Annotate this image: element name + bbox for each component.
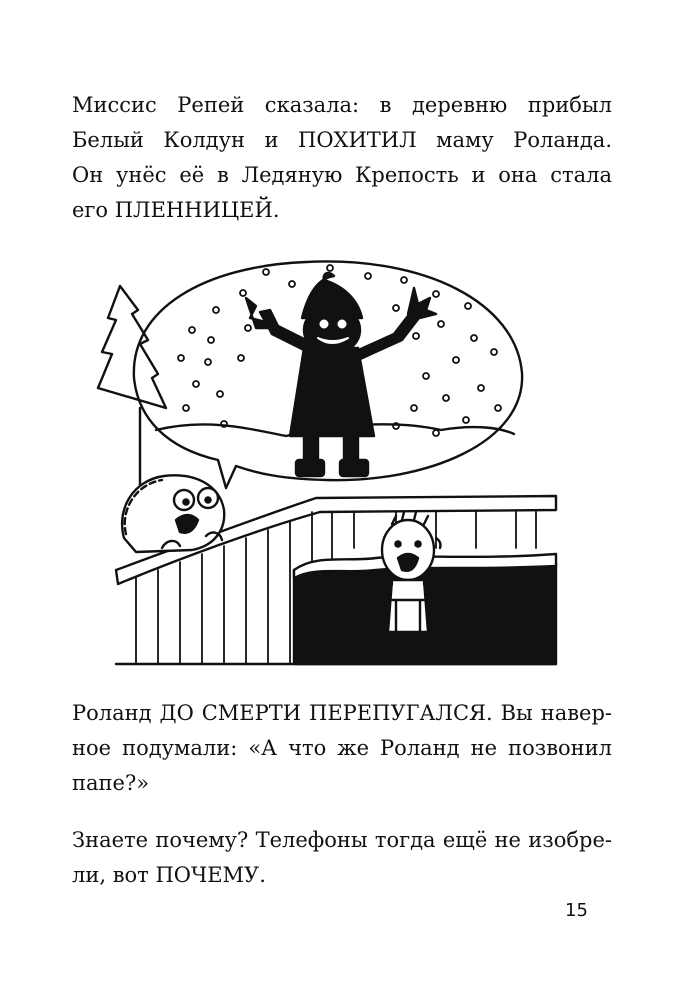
text-line: ное подумали: «А что же Роланд не позвонил xyxy=(72,736,612,760)
text-line: Роланд ДО СМЕРТИ ПЕРЕПУГАЛСЯ. Вы навер- xyxy=(72,701,612,725)
page-number: 15 xyxy=(565,900,588,921)
text-line: его ПЛЕННИЦЕЙ. xyxy=(72,198,280,222)
mrs-repey xyxy=(122,475,224,552)
paragraph-intro xyxy=(72,88,612,228)
text-line: Миссис Репей сказала: в деревню прибыл xyxy=(72,93,612,117)
text-line: Белый Колдун и ПОХИТИЛ маму Роланда. xyxy=(72,128,612,152)
paragraph-scared xyxy=(72,696,612,801)
text-line: Он унёс её в Ледяную Крепость и она стала xyxy=(72,163,612,187)
text-line: Знаете почему? Телефоны тогда ещё не изобре- xyxy=(72,828,612,852)
paragraph-phones xyxy=(72,823,612,893)
illustration-roland-scared xyxy=(96,248,566,678)
text-line: ли, вот ПОЧЕМУ. xyxy=(72,863,266,887)
text-line: папе?» xyxy=(72,771,150,795)
